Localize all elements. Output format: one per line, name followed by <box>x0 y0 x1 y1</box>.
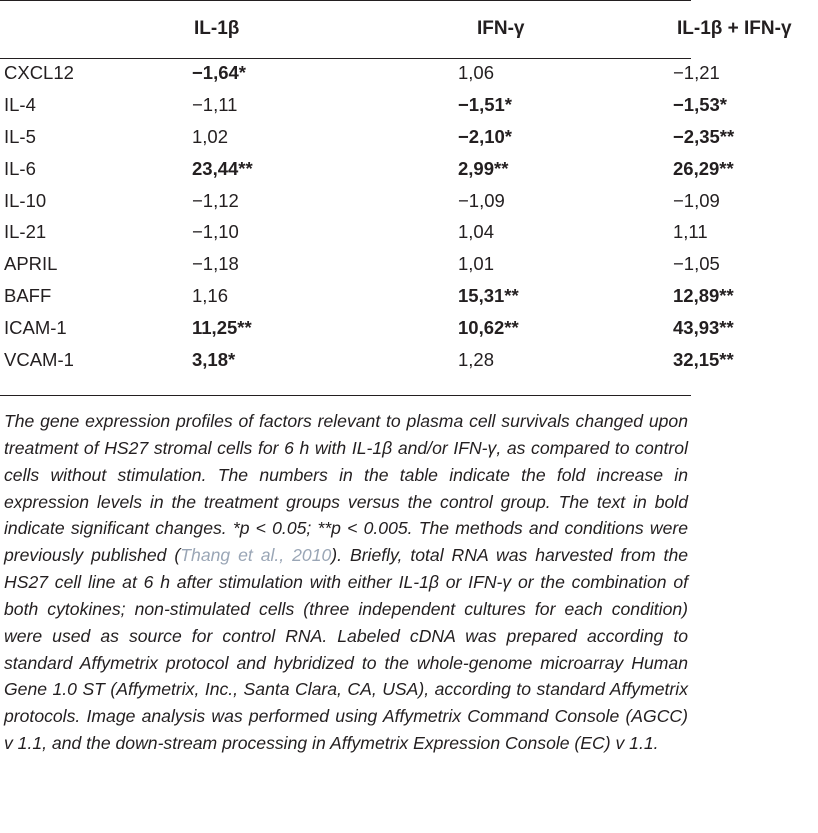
cell-c3 <box>673 248 818 280</box>
header-il1b: IL-1β <box>194 18 240 39</box>
cell-c1 <box>134 344 414 376</box>
table-row <box>0 344 818 376</box>
header-rule <box>0 58 691 59</box>
gene-name: IL-5 <box>4 125 36 147</box>
fold-change-value: 11,25** <box>192 317 252 339</box>
cell-c3 <box>673 153 818 185</box>
header-combination: IL-1β + IFN-γ <box>677 18 792 39</box>
cell-c2 <box>414 216 677 248</box>
fold-change-value: −1,18 <box>192 253 239 275</box>
fold-change-value: −1,51* <box>458 93 513 115</box>
fold-change-value: 32,15** <box>673 348 734 370</box>
gene-name: VCAM-1 <box>4 348 74 370</box>
table-caption <box>4 408 688 757</box>
cell-c3 <box>673 185 818 217</box>
gene-name: IL-4 <box>4 93 36 115</box>
fold-change-value: 26,29** <box>673 157 734 179</box>
bottom-rule <box>0 395 691 396</box>
fold-change-value: −1,21 <box>673 61 720 83</box>
fold-change-value: −1,53* <box>673 93 728 115</box>
cell-c2 <box>414 344 677 376</box>
cell-c1 <box>134 248 414 280</box>
fold-change-value: 1,04 <box>458 221 495 243</box>
gene-name: IL-6 <box>4 157 36 179</box>
fold-change-value: 3,18* <box>192 348 236 370</box>
fold-change-value: −1,12 <box>192 189 239 211</box>
fold-change-value: −1,10 <box>192 221 239 243</box>
fold-change-value: −1,09 <box>673 189 720 211</box>
fold-change-value: 15,31** <box>458 285 519 307</box>
fold-change-value: 1,02 <box>192 125 229 147</box>
header-gene <box>0 1 134 57</box>
cell-c2 <box>414 280 677 312</box>
cell-c3 <box>673 312 818 344</box>
fold-change-value: 1,01 <box>458 253 495 275</box>
gene-name: BAFF <box>4 285 52 307</box>
fold-change-value: 1,11 <box>673 221 708 243</box>
table-row <box>0 216 818 248</box>
cell-c3 <box>673 121 818 153</box>
cell-c2 <box>414 312 677 344</box>
table-row <box>0 121 818 153</box>
cell-c3 <box>673 57 818 89</box>
table-row <box>0 57 818 89</box>
cell-c2 <box>414 248 677 280</box>
fold-change-value: 1,28 <box>458 348 495 370</box>
cell-c1 <box>134 89 414 121</box>
fold-change-value: −2,10* <box>458 125 513 147</box>
fold-change-value: −1,11 <box>192 93 238 115</box>
caption-text-end: ). Briefly, total RNA was harvested from the HS27 cell line at 6 h after stimulation with either IL-1β or IFN-γ or the combination of both cytokines; non-stimulated cells (three independent cultures for each condition) were used as source for control RNA. Labeled cDNA was prepared according to standard Affymetrix protocol and hybridized to the whole-genome microarray Human Gene 1.0 ST (Affymetrix, Inc., Santa Clara, CA, USA), according to standard Affymetrix protocols. Image analysis was performed using Affymetrix Command Console (AGCC) v 1.1, and the down-stream processing in Affymetrix Expression Console (EC) v 1.1. <box>4 545 689 754</box>
cell-c1 <box>134 57 414 89</box>
table-row <box>0 89 818 121</box>
table-body <box>0 57 818 376</box>
table-row <box>0 280 818 312</box>
table-row <box>0 248 818 280</box>
cell-c3 <box>673 344 818 376</box>
gene-name: IL-21 <box>4 221 47 243</box>
caption-text-start: The gene expression profiles of factors relevant to plasma cell survivals changed upon treatment of HS27 stromal cells for 6 h with IL-1β and/or IFN-γ, as compared to control cells without stimulation. The numbers in the table indicate the fold increase in expression levels in the treatment groups versus the control group. The text in bold indicate significant changes. *p < 0.05; **p < 0.005. The methods and conditions were previously published ( <box>4 411 688 566</box>
cell-c1 <box>134 280 414 312</box>
fold-change-value: 43,93** <box>673 317 734 339</box>
cell-c2 <box>414 121 677 153</box>
fold-change-value: −2,35** <box>673 125 735 147</box>
cell-c2 <box>414 153 677 185</box>
cell-c2 <box>414 89 677 121</box>
table-row <box>0 185 818 217</box>
gene-name: CXCL12 <box>4 61 74 83</box>
table-row <box>0 312 818 344</box>
fold-change-value: −1,64* <box>192 61 247 83</box>
cell-c3 <box>673 280 818 312</box>
fold-change-value: 2,99** <box>458 157 509 179</box>
cell-c3 <box>673 89 818 121</box>
header-ifng: IFN-γ <box>477 18 525 39</box>
cell-c1 <box>134 185 414 217</box>
fold-change-value: 10,62** <box>458 317 519 339</box>
fold-change-value: 1,16 <box>192 285 229 307</box>
fold-change-value: 1,06 <box>458 61 495 83</box>
header-row <box>0 1 818 57</box>
cell-c1 <box>134 153 414 185</box>
cell-c3 <box>673 216 818 248</box>
cell-c1 <box>134 121 414 153</box>
fold-change-value: 12,89** <box>673 285 734 307</box>
citation-link[interactable]: Thang et al., 2010 <box>180 545 332 566</box>
gene-name: IL-10 <box>4 189 47 211</box>
cell-c1 <box>134 216 414 248</box>
fold-change-value: −1,05 <box>673 253 720 275</box>
gene-name: ICAM-1 <box>4 317 67 339</box>
cell-c1 <box>134 312 414 344</box>
cell-c2 <box>414 57 677 89</box>
table-row <box>0 153 818 185</box>
cell-c2 <box>414 185 677 217</box>
fold-change-value: −1,09 <box>458 189 505 211</box>
fold-change-value: 23,44** <box>192 157 253 179</box>
gene-name: APRIL <box>4 253 58 275</box>
